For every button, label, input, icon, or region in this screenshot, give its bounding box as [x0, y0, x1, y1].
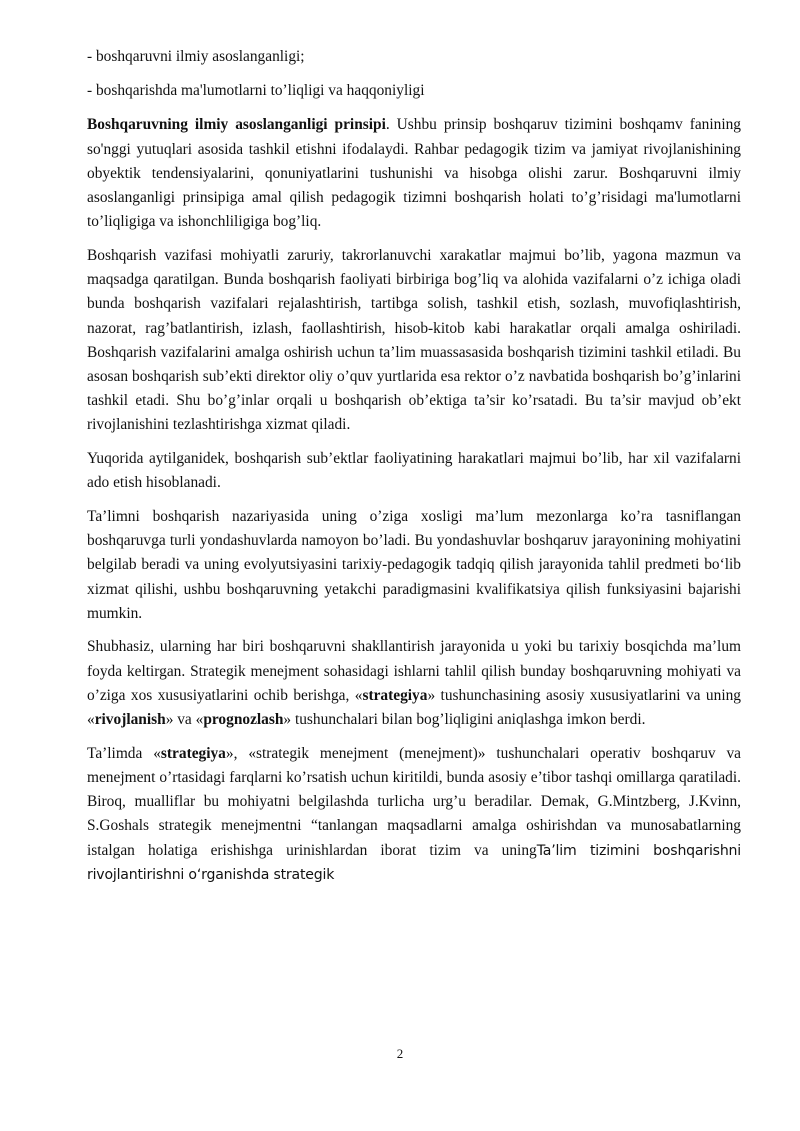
paragraph-functions: Boshqarish vazifasi mohiyatli zaruriy, takrorlanuvchi xarakatlar majmui bo’lib, yagona mazmun va maqsadga qaratilgan. Bunda boshqarish faoliyati birbiriga bog’liq va alohida vazifalarni o’z ichiga oladi bunda boshqarish vazifalari rejalashtirish, tartibga solish, tashkil etish, sozlash, muvofiqlashtirish, nazorat, rag’batlantirish, izlash, faollashtirish, hisob-kitob kabi harakatlar orqali amalga oshiriladi. Boshqarish vazifalarini amalga oshirish uchun ta’lim muassasasida boshqarish tizimini tashkil etiladi. Bu asosan boshqarish sub’ekti direktor oliy o’quv yurtlarida esa rektor o’z navbatida boshqarish bo’g’inlarini tashkil etadi. Shu bo’g’inlar orqali u boshqarish ob’ektiga ta’sir ko’rsatadi. Bu ta’sir mavjud ob’ekt rivojlanishini tezlashtirishga xizmat qiladi.	[87, 246, 741, 434]
paragraph-text: » tushunchasining asosiy xususiyatlarini va uning «	[87, 686, 741, 729]
paragraph-text: », «strategik menejment (menejment)» tushunchalari operativ boshqaruv va menejment o’rtasidagi farqlarni ko’rsatish uchun kiritildi, bunda asosiy e’tibor tashqi omillarga qaratiladi. Biroq, mualliflar bu mohiyatni belgilashda turlicha urg’u beradilar. Demak, G.Mintzberg, J.Kvinn, S.Goshals strategik menejmentni “tanlangan maqsadlarni amalga oshirishdan va munosabatlarning istalgan holatiga erishishga urinishlardan iborat tizim va uning	[87, 744, 742, 859]
page-number: 2	[396, 1046, 404, 1061]
term-strategiya: strategiya	[362, 686, 428, 704]
page-body	[87, 45, 741, 897]
paragraph-text: » tushunchalari bilan bog’liqligini aniqlashga imkon berdi.	[283, 711, 646, 729]
paragraph-strategy	[87, 635, 741, 732]
paragraph-summary: Yuqorida aytilganidek, boshqarish sub’ektlar faoliyatining harakatlari majmui bo’lib, har xil vazifalarni ado etish hisoblanadi.	[87, 450, 741, 492]
paragraph-theory: Ta’limni boshqarish nazariyasida uning o’ziga xosligi ma’lum mezonlarga ko’ra tasniflangan boshqaruvga turli yondashuvlarda namoyon bo’ladi. Bu yondashuvlar boshqaruv jarayonining mohiyatini belgilab beradi va uning evolyutsiyasini tarixiy-pedagogik tadqiq qilish jarayonida tahlil predmeti bo‘lib xizmat qilishi, ushbu boshqaruvning yetakchi paradigmasini kvalifikatsiya qilish funksiyasini bajarishi mumkin.	[87, 507, 741, 622]
paragraph-education-strategy	[87, 742, 741, 887]
paragraph-text: Ta’limda «	[87, 744, 161, 762]
term-strategiya: strategiya	[160, 744, 226, 762]
paragraph-text-sans: Ta’lim tizimini boshqarishni rivojlantirishni o‘rganishda strategik	[87, 842, 741, 883]
paragraph-text: . Ushbu prinsip boshqaruv tizimini boshqamv fanining so'nggi yutuqlari asosida tashkil etishni ifodalaydi. Rahbar pedagogik tizim va jamiyat rivojlanishining obyektik tendensiyalarini, qonuniyatlarini tushunishi va hisobga olishi zarur. Boshqaruvni ilmiy asoslanganligi prinsipiga amal qilish pedagogik tizimni boshqarish holati to’g’risidagi ma'lumotlarni to’liqligiga va ishonchliligiga bog’liq.	[87, 116, 741, 231]
paragraph-text: » va «	[165, 711, 204, 729]
list-item: - boshqarishda ma'lumotlarni to’liqligi va haqqoniyligi	[87, 82, 425, 100]
principle-heading: Boshqaruvning ilmiy asoslanganligi prinsipi	[87, 116, 386, 134]
term-rivojlanish: rivojlanish	[94, 711, 166, 729]
paragraph-text: Shubhasiz, ularning har biri boshqaruvni shakllantirish jarayonida u yoki bu tarixiy bosqichda ma’lum foyda keltirgan. Strategik menejment sohasidagi ishlarni tahlil qilish bunday boshqaruvning mohiyati va o’ziga xos xususiyatlarini ochib berishga, «	[87, 638, 741, 704]
list-item: - boshqaruvni ilmiy asoslanganligi;	[87, 48, 305, 65]
term-prognozlash: prognozlash	[203, 711, 284, 729]
paragraph-principle	[87, 113, 741, 234]
